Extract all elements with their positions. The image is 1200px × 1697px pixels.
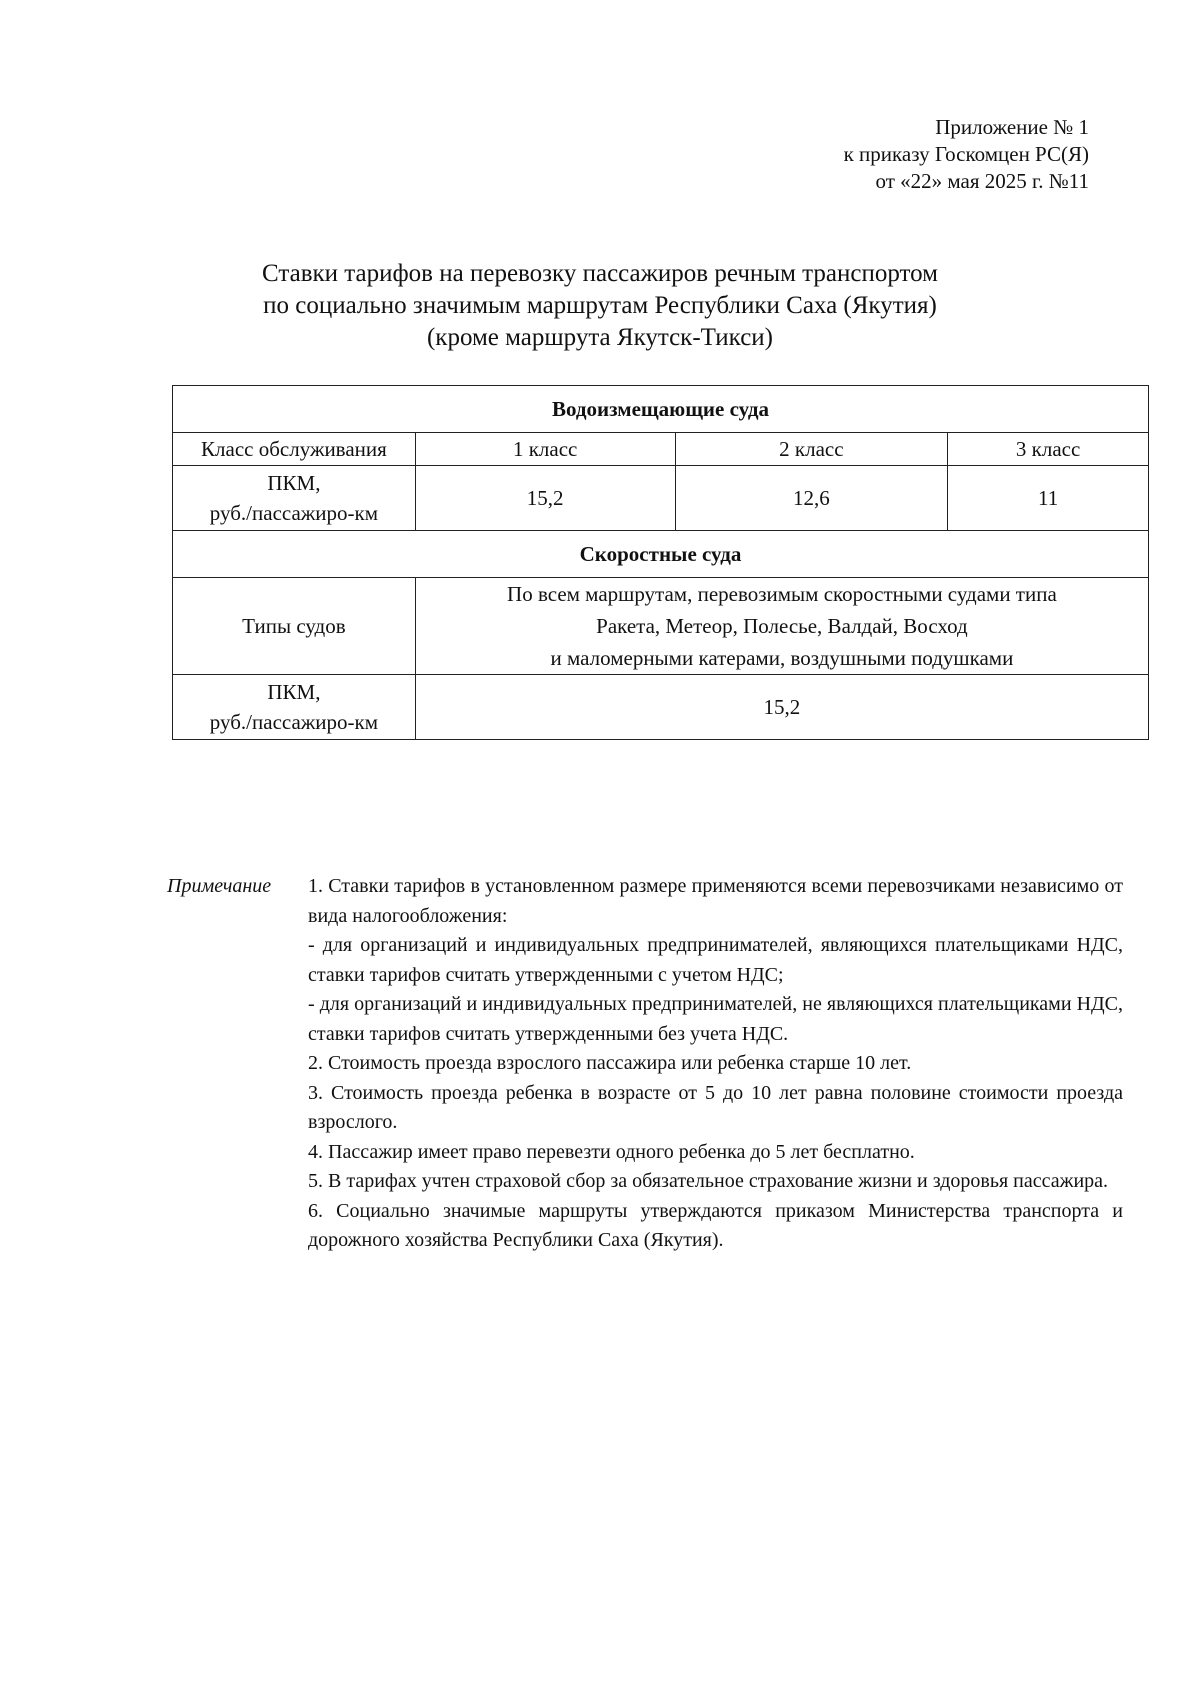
vessel-types-line-3: и маломерными катерами, воздушными подушками <box>550 646 1014 670</box>
table-row <box>173 531 1149 578</box>
rate-class-1: 15,2 <box>415 466 675 531</box>
table-row <box>173 433 1149 466</box>
class-header-3: 3 класс <box>948 433 1149 466</box>
class-header-1: 1 класс <box>415 433 675 466</box>
note-item: 5. В тарифах учтен страховой сбор за обязательное страхование жизни и здоровья пассажира. <box>308 1170 1109 1192</box>
notes-label: Примечание <box>167 875 272 897</box>
pkm-label-line-1: ПКМ, <box>267 471 321 495</box>
section-heading-displacement: Водоизмещающие суда <box>173 386 1149 433</box>
document-title <box>0 258 1200 354</box>
class-label-cell: Класс обслуживания <box>173 433 416 466</box>
appendix-line-3: от «22» мая 2025 г. №11 <box>875 169 1089 193</box>
rate-class-2: 12,6 <box>675 466 948 531</box>
table-row <box>173 578 1149 675</box>
title-line-2: по социально значимым маршрутам Республики Саха (Якутия) <box>263 292 937 319</box>
table-row <box>173 466 1149 531</box>
table-row <box>173 675 1149 740</box>
appendix-line-2: к приказу Госкомцен РС(Я) <box>843 142 1089 166</box>
pkm-label-cell <box>173 466 416 531</box>
notes-list <box>308 872 1123 1256</box>
pkm-label-cell-speed <box>173 675 416 740</box>
note-item: - для организаций и индивидуальных предпринимателей, являющихся плательщиками НДС, ставки тарифов считать утвержденными с учетом НДС; <box>308 934 1123 986</box>
vessel-types-line-1: По всем маршрутам, перевозимым скоростными судами типа <box>507 582 1057 606</box>
vessel-types-description <box>415 578 1148 675</box>
table-row <box>173 386 1149 433</box>
note-item: 3. Стоимость проезда ребенка в возрасте от 5 до 10 лет равна половине стоимости проезда взрослого. <box>308 1081 1123 1133</box>
pkm-label-line-2: руб./пассажиро-км <box>209 710 379 734</box>
note-item: 2. Стоимость проезда взрослого пассажира или ребенка старше 10 лет. <box>308 1052 912 1074</box>
tariff-table <box>172 385 1149 740</box>
note-item: 6. Социально значимые маршруты утверждаются приказом Министерства транспорта и дорожного хозяйства Республики Саха (Якутия). <box>308 1199 1123 1251</box>
class-header-2: 2 класс <box>675 433 948 466</box>
pkm-label-line-2: руб./пассажиро-км <box>209 501 379 525</box>
title-line-3: (кроме маршрута Якутск-Тикси) <box>426 324 774 351</box>
pkm-label-line-1: ПКМ, <box>267 680 321 704</box>
rate-class-3: 11 <box>948 466 1149 531</box>
note-item: 1. Ставки тарифов в установленном размере применяются всеми перевозчиками независимо от вида налогообложения: <box>308 875 1123 927</box>
title-line-1: Ставки тарифов на перевозку пассажиров речным транспортом <box>262 260 938 287</box>
note-item: - для организаций и индивидуальных предпринимателей, не являющихся плательщиками НДС, ставки тарифов считать утвержденными без учета НДС. <box>308 993 1123 1045</box>
vessel-types-label: Типы судов <box>173 578 416 675</box>
appendix-line-1: Приложение № 1 <box>935 115 1089 139</box>
section-heading-speed: Скоростные суда <box>173 531 1149 578</box>
vessel-types-line-2: Ракета, Метеор, Полесье, Валдай, Восход <box>596 614 968 638</box>
rate-speed-vessels: 15,2 <box>415 675 1148 740</box>
note-item: 4. Пассажир имеет право перевезти одного ребенка до 5 лет бесплатно. <box>308 1140 915 1163</box>
appendix-reference <box>844 114 1089 195</box>
